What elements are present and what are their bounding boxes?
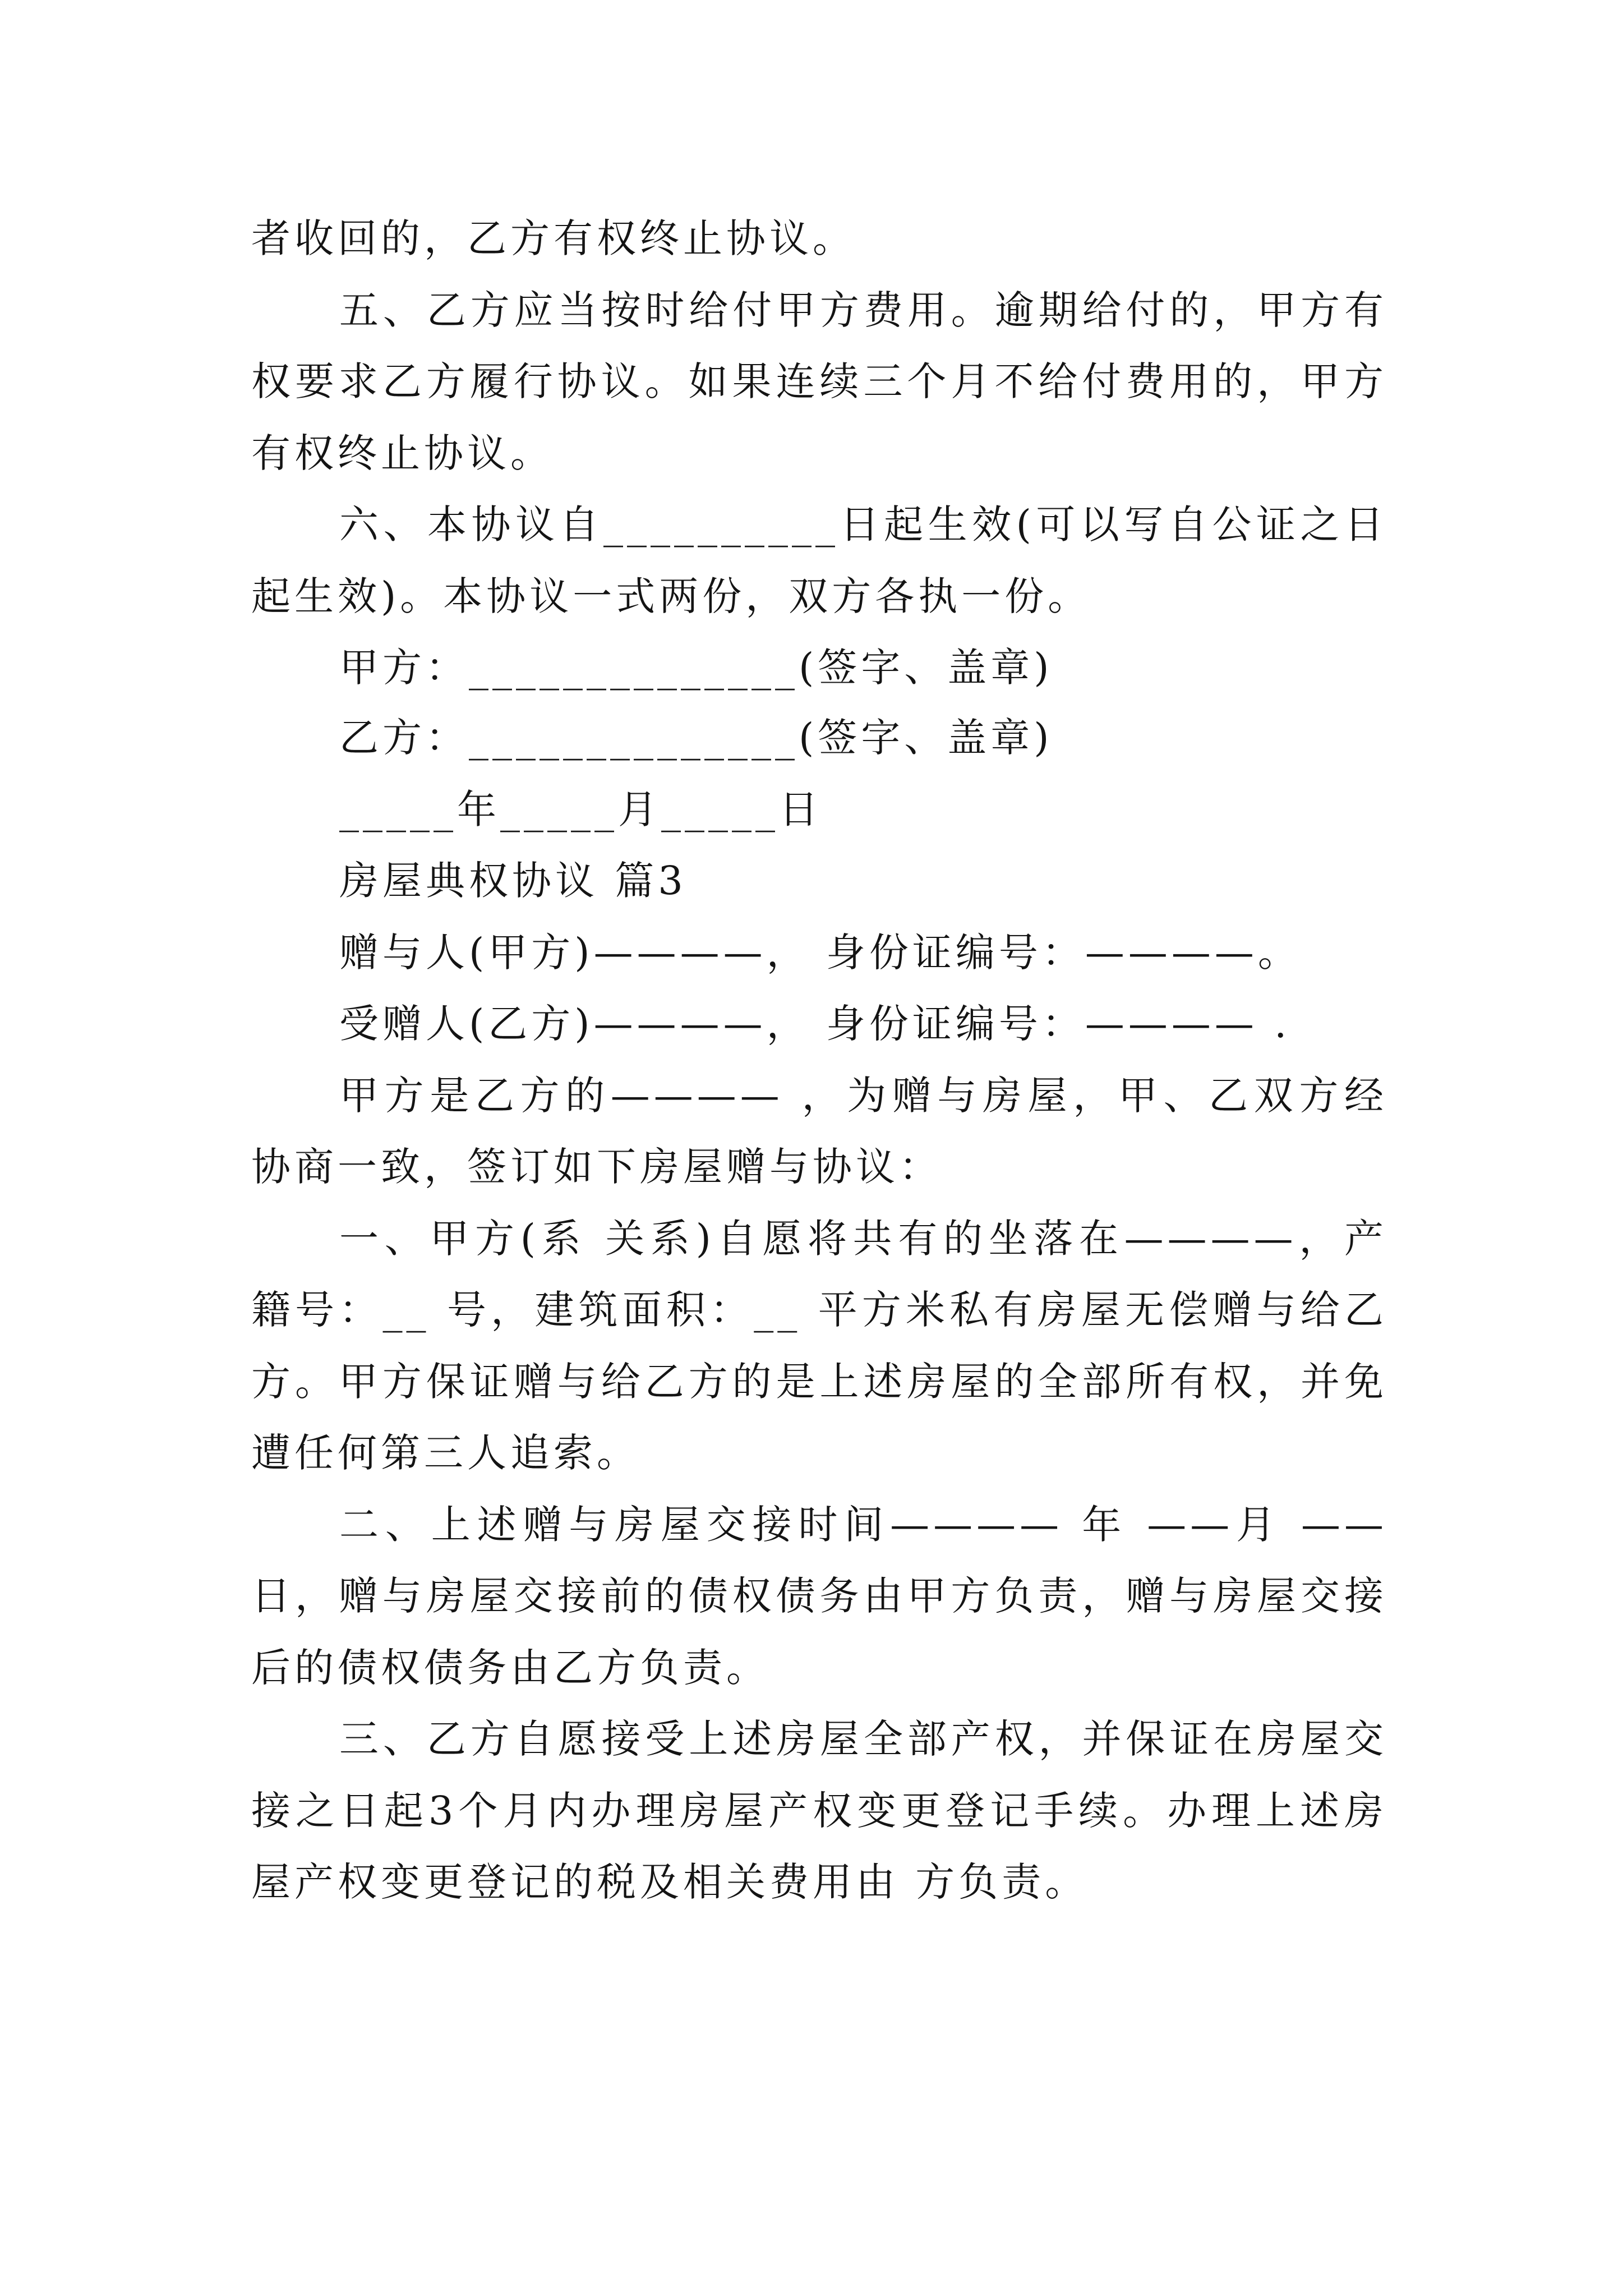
clause-2-line-3: 后的债权债务由乙方负责。 [251, 1645, 769, 1691]
clause-1-line-4: 遭任何第三人追索。 [251, 1430, 640, 1476]
clause-2-line-2: 日，赠与房屋交接前的债权债务由甲方负责，赠与房屋交接 [251, 1573, 1387, 1619]
section-title: 房屋典权协议 篇3 [339, 858, 687, 904]
clause-6-line-2: 起生效)。本协议一式两份，双方各执一份。 [251, 573, 1091, 619]
party-b-signature: 乙方：______________(签字、盖章) [339, 715, 1053, 761]
signature-date: _____年_____月_____日 [339, 786, 822, 832]
party-a-signature: 甲方：______________(签字、盖章) [339, 645, 1053, 691]
donee-line: 受赠人(乙方)————， 身份证编号：———— . [339, 1001, 1291, 1047]
clause-5-line-3: 有权终止协议。 [251, 430, 554, 476]
clause-2-line-1: 二、上述赠与房屋交接时间———— 年 ——月 —— [339, 1502, 1387, 1548]
clause-3-line-3: 屋产权变更登记的税及相关费用由 方负责。 [251, 1859, 1089, 1905]
clause-6-line-1: 六、本协议自__________日起生效(可以写自公证之日 [339, 501, 1387, 547]
clause-1-line-1: 一、甲方(系 关系)自愿将共有的坐落在————，产 [339, 1216, 1387, 1262]
clause-1-line-2: 籍号：__ 号，建筑面积：__ 平方米私有房屋无偿赠与给乙 [251, 1287, 1387, 1333]
donor-line: 赠与人(甲方)————， 身份证编号：————。 [339, 930, 1301, 976]
clause-1-line-3: 方。甲方保证赠与给乙方的是上述房屋的全部所有权，并免 [251, 1359, 1387, 1405]
paragraph-4-tail: 者收回的，乙方有权终止协议。 [251, 215, 856, 261]
intro-line-2: 协商一致，签订如下房屋赠与协议： [251, 1144, 942, 1190]
clause-5-line-2: 权要求乙方履行协议。如果连续三个月不给付费用的，甲方 [251, 358, 1387, 404]
clause-5-line-1: 五、乙方应当按时给付甲方费用。逾期给付的，甲方有 [339, 287, 1387, 333]
intro-line-1: 甲方是乙方的———— ，为赠与房屋，甲、乙双方经 [339, 1073, 1387, 1119]
clause-3-line-2: 接之日起3个月内办理房屋产权变更登记手续。办理上述房 [251, 1788, 1387, 1834]
clause-3-line-1: 三、乙方自愿接受上述房屋全部产权，并保证在房屋交 [339, 1716, 1387, 1762]
